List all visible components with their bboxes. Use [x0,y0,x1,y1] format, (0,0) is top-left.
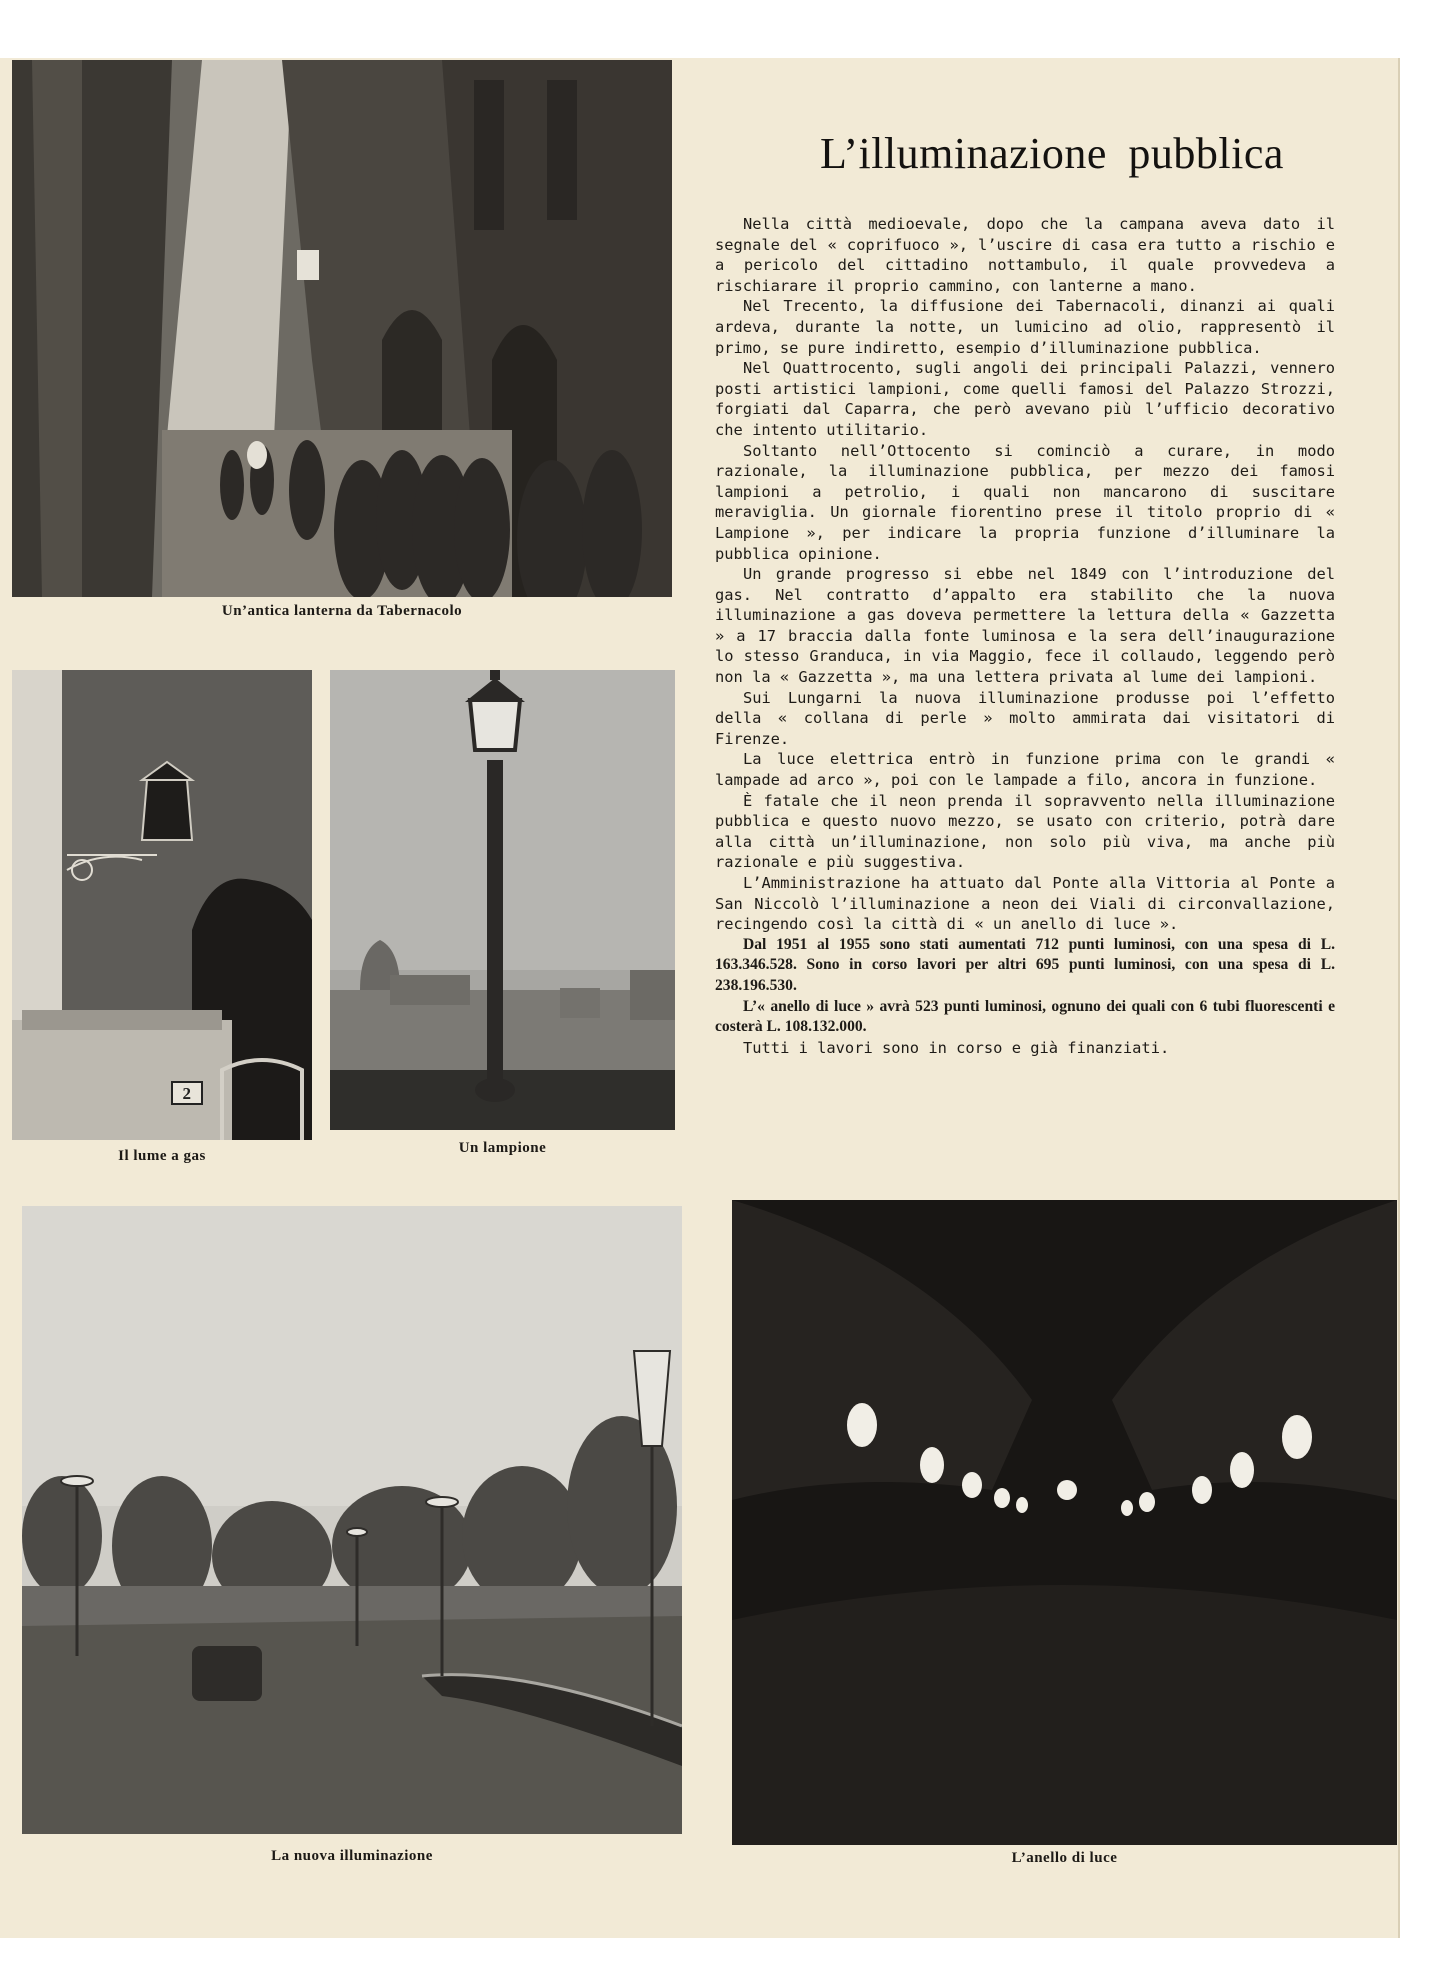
photo-gas-lamp [12,670,312,1140]
caption-new-illumination: La nuova illuminazione [271,1848,433,1864]
paragraph-1: Nella città medioevale, dopo che la campana aveva dato il segnale del « coprifuoco », l’uscire di casa era tutto a rischio e a pericolo del cittadino nottambulo, il quale provvedeva a rischiarare il proprio cammino, con lanterne a mano. [715,215,1335,295]
paragraph-8: È fatale che il neon prenda il sopravvento nella illuminazione pubblica e questo nuovo mezzo, se usato con criterio, potrà dare alla città un’illuminazione, non solo più viva, ma anche più razionale e più suggestiva. [715,791,1335,872]
article-body [715,214,1335,1058]
stat-paragraph-2: L’« anello di luce » avrà 523 punti luminosi, ognuno dei quali con 6 tubi fluorescenti e costerà L. 108.132.000. [715,997,1335,1036]
closing-paragraph: Tutti i lavori sono in corso e già finanziati. [743,1038,1170,1057]
photo-ring-of-light [732,1200,1397,1845]
caption-tabernacle: Un’antica lanterna da Tabernacolo [221,603,463,619]
stat-paragraph-1: Dal 1951 al 1955 sono stati aumentati 712 punti luminosi, con una spesa di L. 163.346.528. Sono in corso lavori per altri 695 punti luminosi, con una spesa di L. 238.196.530. [715,935,1335,994]
paragraph-7: La luce elettrica entrò in funzione prima con le grandi « lampade ad arco », poi con le lampade a filo, ancora in funzione. [715,750,1335,790]
photo-lamppost [330,670,675,1130]
paragraph-3: Nel Quattrocento, sugli angoli dei principali Palazzi, vennero posti artistici lampioni, come quelli famosi del Palazzo Strozzi, forgiati dal Caparra, che però avevano più l’ufficio decorativo che intento utilitario. [715,359,1335,439]
article-title: L’illuminazione pubblica [820,129,1284,178]
caption-lamppost: Un lampione [458,1140,547,1156]
photo-tabernacle-street [12,60,672,597]
paragraph-6: Sui Lungarni la nuova illuminazione produsse poi l’effetto della « collana di perle » molto ammirata dai visitatori di Firenze. [715,688,1335,748]
paragraph-9: L’Amministrazione ha attuato dal Ponte alla Vittoria al Ponte a San Niccolò l’illuminazione a neon dei Viali di circonvallazione, recingendo così la città di « un anello di luce ». [715,874,1335,934]
paragraph-5: Un grande progresso si ebbe nel 1849 con l’introduzione del gas. Nel contratto d’appalto era stabilito che la nuova illuminazione a gas doveva permettere la lettura della « Gazzetta » a 17 braccia dalla fonte luminosa e la sera dell’inaugurazione lo stesso Granduca, in via Maggio, fece il collaudo, leggendo però non la « Gazzetta », ma una lettera privata al lume dei lampioni. [715,565,1335,687]
paragraph-2: Nel Trecento, la diffusione dei Tabernacoli, dinanzi ai quali ardeva, durante la notte, un lumicino ad olio, rappresentò il primo, se pure indiretto, esempio d’illuminazione pubblica. [715,297,1335,357]
paragraph-4: Soltanto nell’Ottocento si cominciò a curare, in modo razionale, la illuminazione pubblica, per mezzo dei famosi lampioni a petrolio, i quali non mancarono di suscitare meraviglia. Un giornale fiorentino prese il titolo proprio di « Lampione », per indicare la propria funzione d’illuminare la pubblica opinione. [715,441,1335,563]
house-number: 2 [182,1084,192,1103]
caption-gas-lamp: Il lume a gas [118,1148,206,1164]
caption-ring-of-light: L’anello di luce [1011,1850,1118,1866]
photo-new-illumination [22,1206,682,1834]
